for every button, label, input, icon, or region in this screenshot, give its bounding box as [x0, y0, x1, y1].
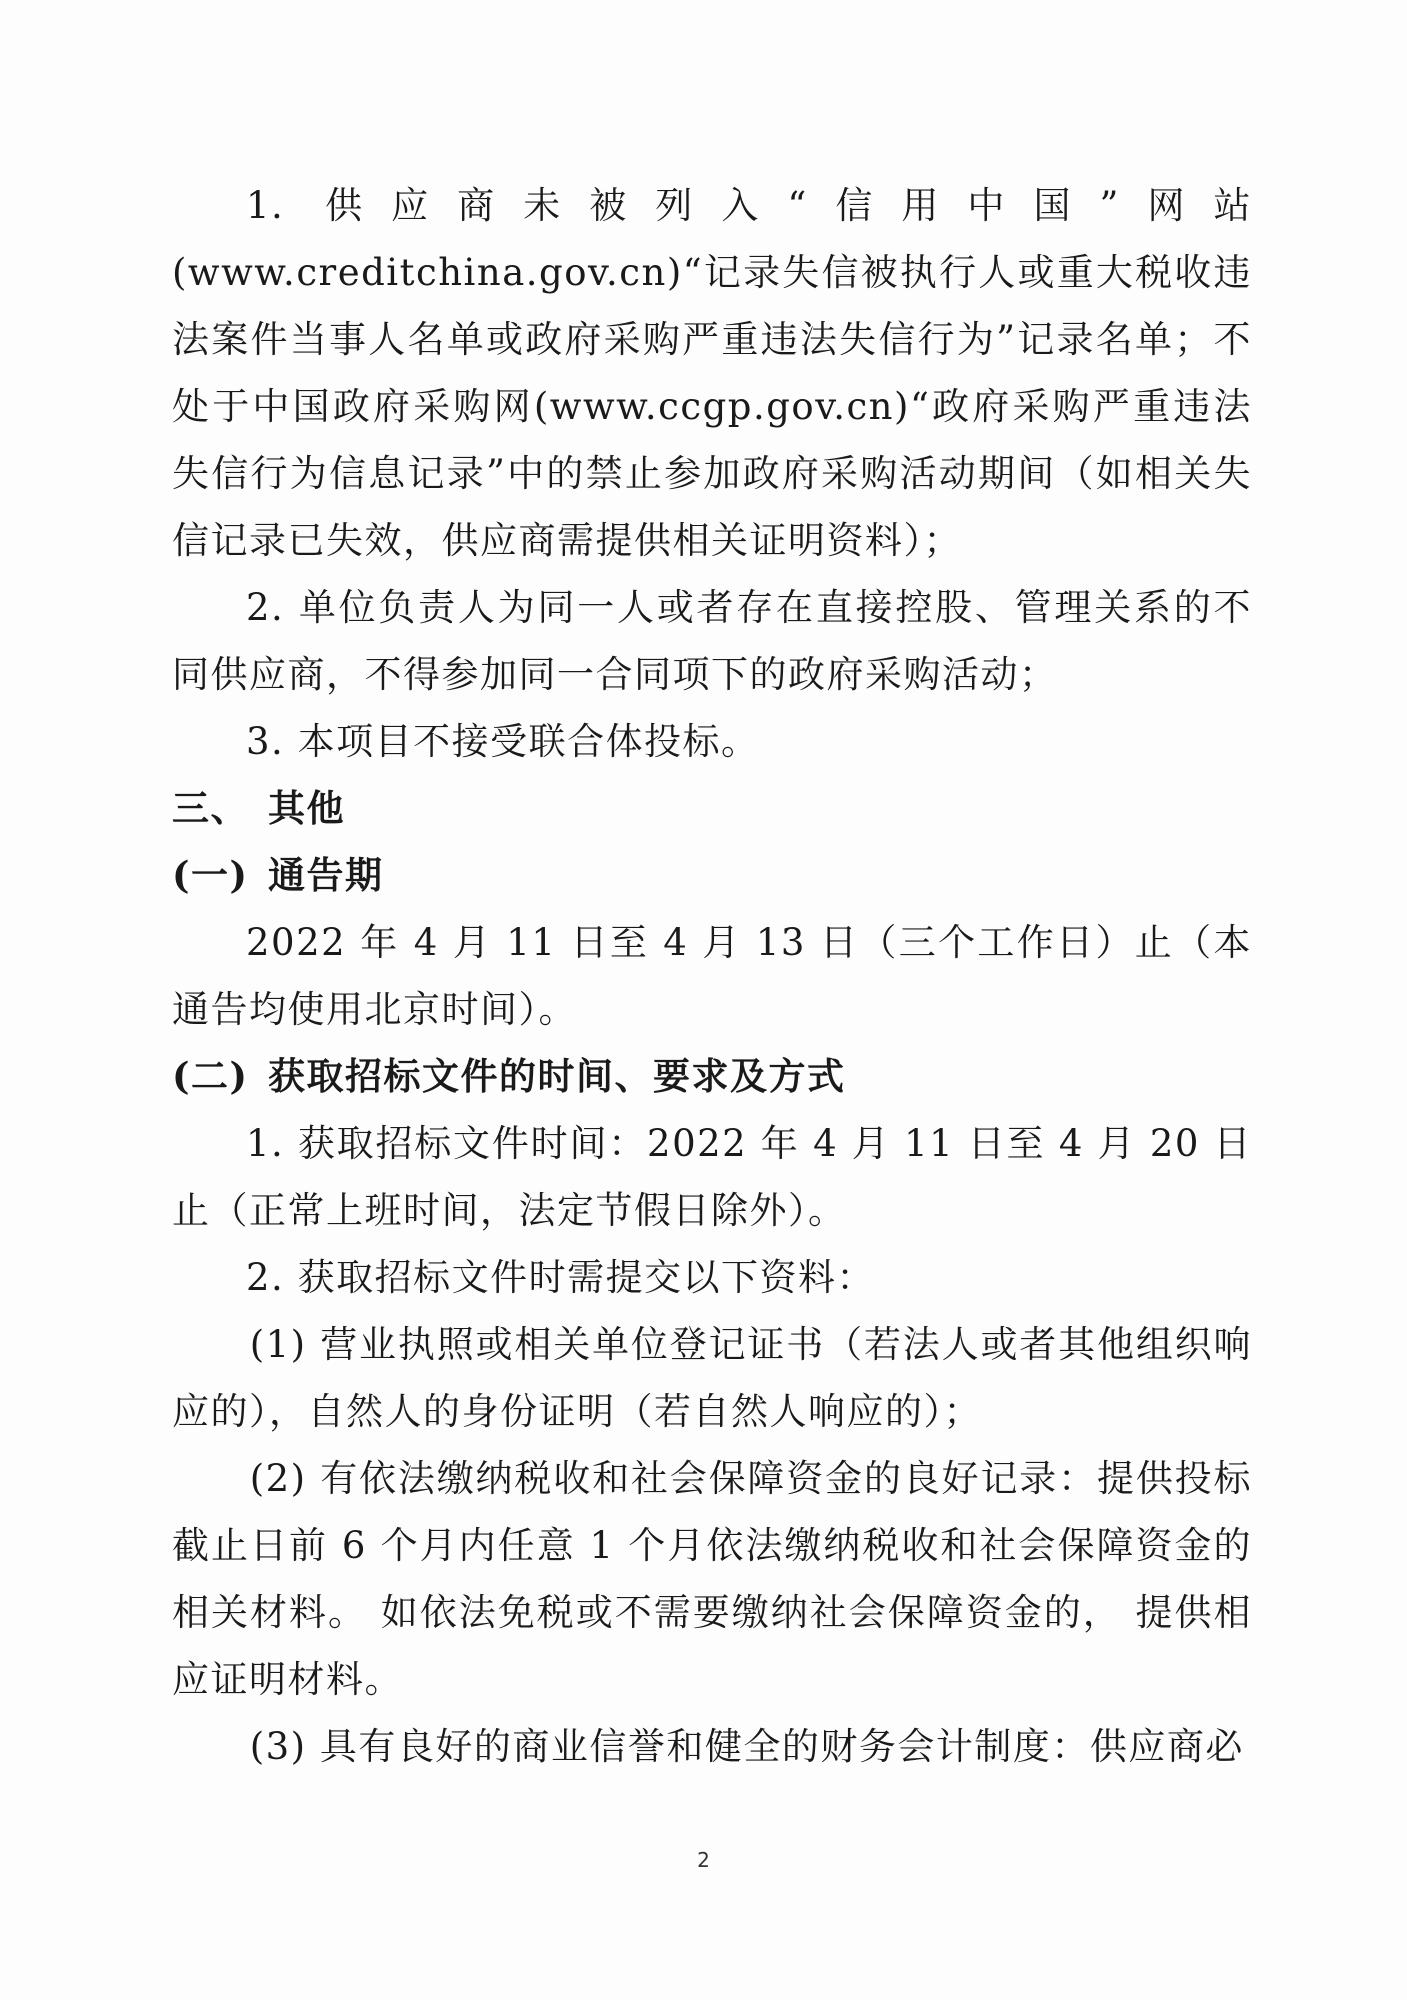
section-number: 三、	[172, 786, 249, 830]
requirement-item-2: 2. 单位负责人为同一人或者存在直接控股、管理关系的不同供应商，不得参加同一合同项下的政府采购活动；	[172, 586, 1252, 696]
material-item-1: (1) 营业执照或相关单位登记证书（若法人或者其他组织响应的），自然人的身份证明（若自然人响应的）；	[172, 1323, 1252, 1433]
subsection-heading-notice-period	[172, 842, 1252, 909]
page-number: 2	[697, 1848, 710, 1872]
subsection-heading-obtain-documents	[172, 1043, 1252, 1110]
obtain-materials-text: 2. 获取招标文件时需提交以下资料：	[246, 1256, 876, 1299]
requirement-item-3: 3. 本项目不接受联合体投标。	[246, 720, 760, 763]
document-body	[172, 172, 1252, 1780]
material-item-2: (2) 有依法缴纳税收和社会保障资金的良好记录：提供投标截止日前 6 个月内任意 1 个月依法缴纳税收和社会保障资金的相关材料。 如依法免税或不需要缴纳社会保障资金的， 提供相应证明材料。	[172, 1457, 1252, 1701]
section-heading-other	[172, 775, 1252, 842]
obtain-time-text: 1. 获取招标文件时间：2022 年 4 月 11 日至 4 月 20 日止（正常上班时间，法定节假日除外）。	[172, 1122, 1252, 1232]
subsection-number: (一)	[172, 853, 249, 897]
section-title: 其他	[268, 786, 345, 830]
requirement-item-1: 1. 供应商未被列入“信用中国”网站(www.creditchina.gov.cn)“记录失信被执行人或重大税收违法案件当事人名单或政府采购严重违法失信行为”记录名单；不处于中国政府采购网(www.ccgp.gov.cn)“政府采购严重违法失信行为信息记录”中的禁止参加政府采购活动期间（如相关失信记录已失效，供应商需提供相关证明资料）；	[172, 184, 1252, 562]
material-item-3: (3) 具有良好的商业信誉和健全的财务会计制度：供应商必	[249, 1725, 1244, 1768]
subsection-title: 通告期	[268, 853, 384, 897]
notice-period-text: 2022 年 4 月 11 日至 4 月 13 日（三个工作日）止（本通告均使用北京时间）。	[172, 921, 1252, 1031]
subsection-title: 获取招标文件的时间、要求及方式	[268, 1054, 846, 1098]
subsection-number: (二)	[172, 1054, 249, 1098]
